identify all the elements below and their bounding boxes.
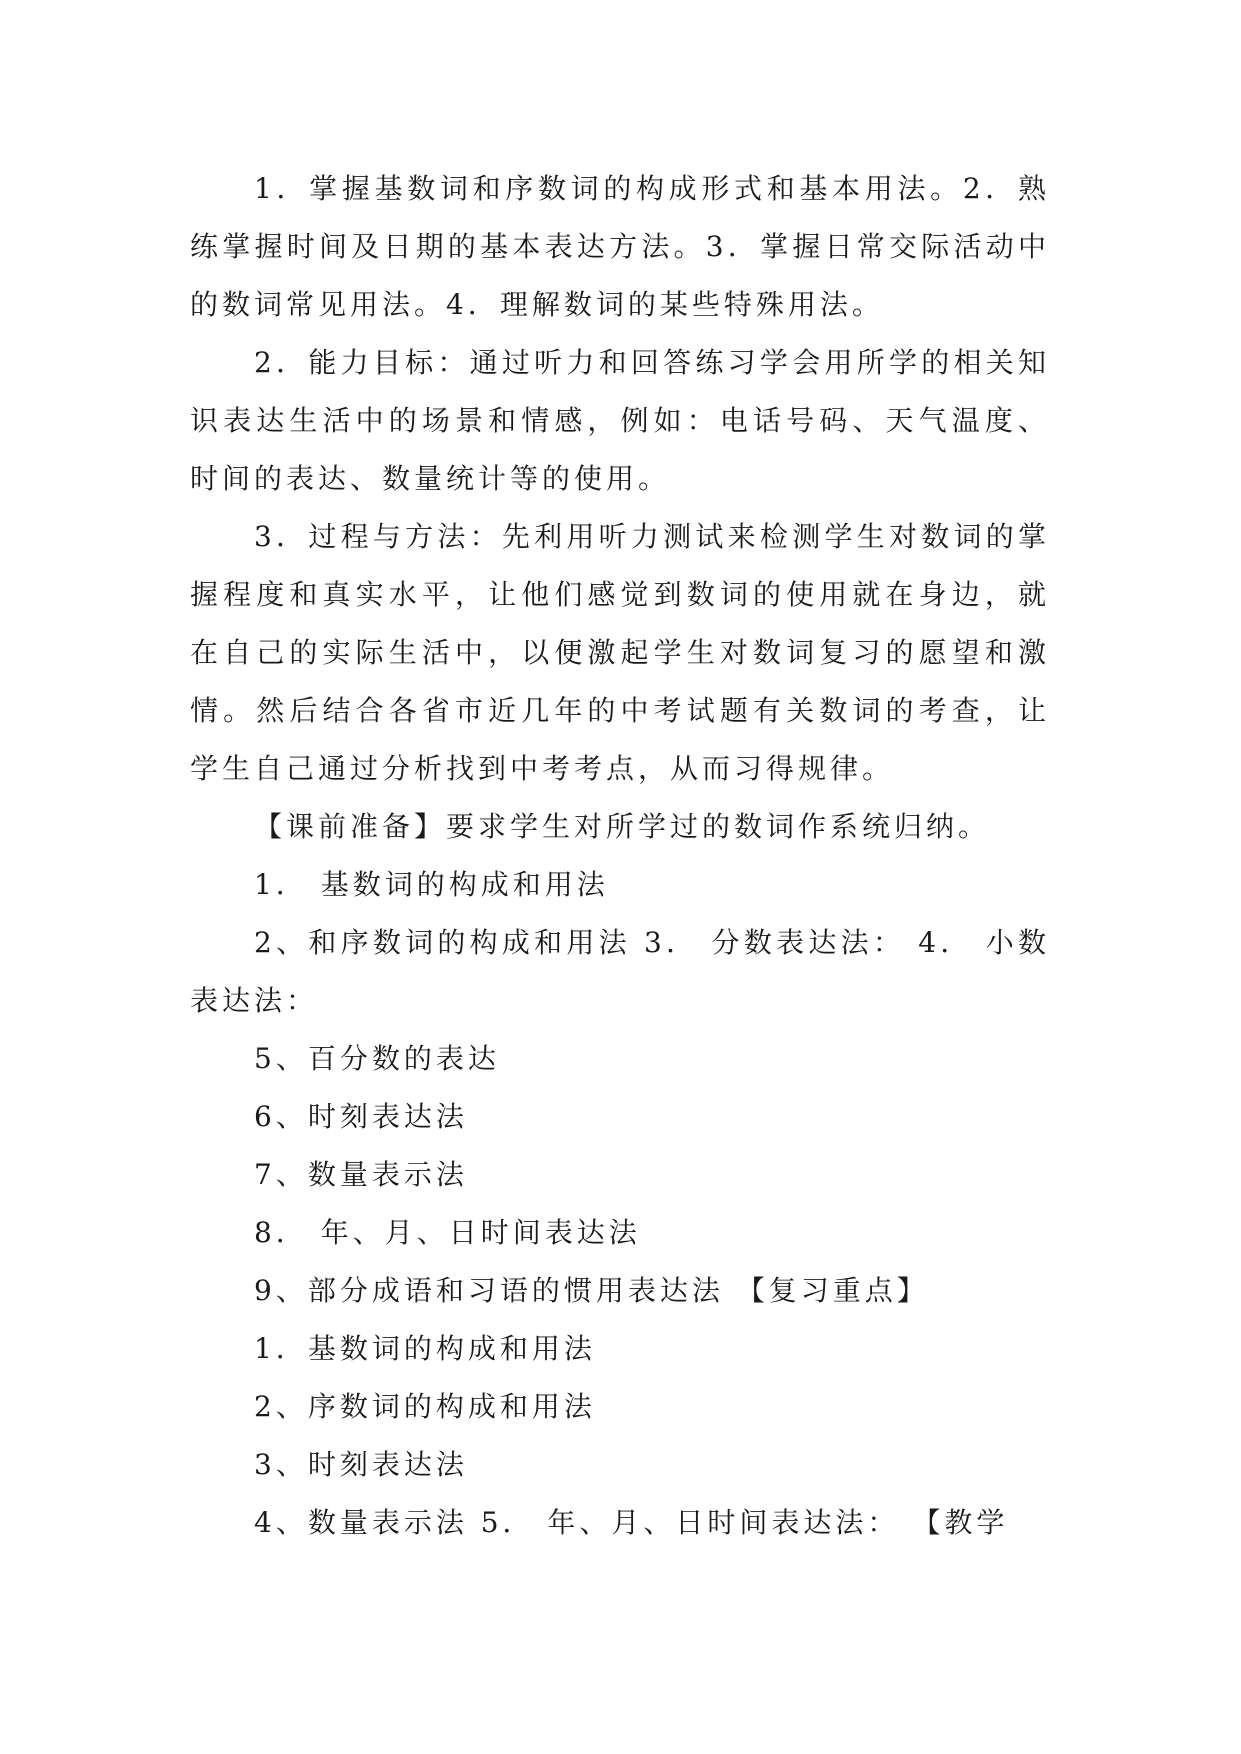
list-item: 8． 年、月、日时间表达法 bbox=[254, 1216, 641, 1249]
list-item: 7、数量表示法 bbox=[254, 1158, 468, 1191]
list-item: 5、百分数的表达 bbox=[254, 1042, 500, 1075]
paragraph-objectives: 1．掌握基数词和序数词的构成形式和基本用法。2．熟练掌握时间及日期的基本表达方法。3．掌握日常交际活动中的数词常见用法。4．理解数词的某些特殊用法。 bbox=[190, 172, 1050, 321]
list-item: 6、时刻表达法 bbox=[254, 1100, 468, 1133]
list-item: 1． 基数词的构成和用法 bbox=[254, 868, 609, 901]
paragraph-preparation: 【课前准备】要求学生对所学过的数词作系统归纳。 bbox=[254, 810, 991, 843]
list-item: 1．基数词的构成和用法 bbox=[254, 1332, 596, 1365]
paragraph-process-methods: 3．过程与方法：先利用听力测试来检测学生对数词的掌握程度和真实水平，让他们感觉到数词的使用就在身边，就在自己的实际生活中，以便激起学生对数词复习的愿望和激情。然后结合各省市近几年的中考试题有关数词的考查，让学生自己通过分析找到中考考点，从而习得规律。 bbox=[190, 520, 1050, 785]
document-page bbox=[190, 160, 1050, 1552]
paragraph-ability-goals: 2．能力目标：通过听力和回答练习学会用所学的相关知识表达生活中的场景和情感，例如：电话号码、天气温度、时间的表达、数量统计等的使用。 bbox=[190, 346, 1050, 495]
list-item: 3、时刻表达法 bbox=[254, 1448, 468, 1481]
list-item: 2、序数词的构成和用法 bbox=[254, 1390, 596, 1423]
list-item: 9、部分成语和习语的惯用表达法 【复习重点】 bbox=[254, 1274, 929, 1307]
list-item: 4、数量表示法 5． 年、月、日时间表达法： 【教学 bbox=[254, 1506, 1009, 1539]
list-item: 2、和序数词的构成和用法 3． 分数表达法： 4． 小数表达法： bbox=[190, 926, 1050, 1017]
